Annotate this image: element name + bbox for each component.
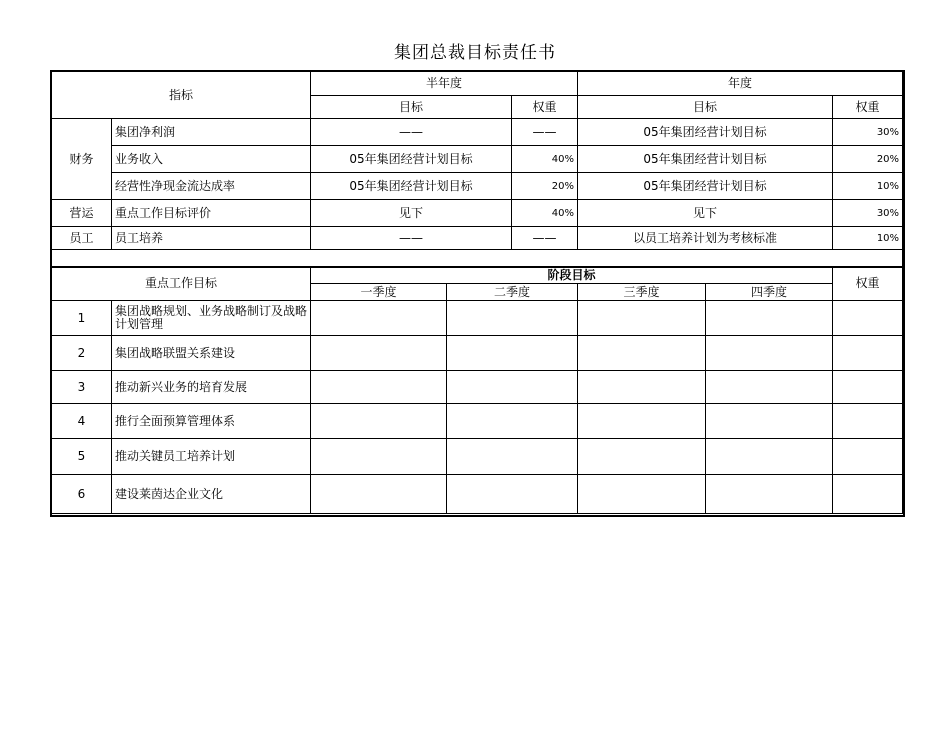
q2-cell [447,439,578,475]
spacer-row [52,250,903,268]
half-target: 见下 [311,200,512,227]
q2-cell [447,404,578,439]
half-target: —— [311,227,512,250]
stage-target-header: 阶段目标 [311,267,833,284]
half-year-header: 半年度 [311,72,578,96]
key-task: 集团战略联盟关系建设 [112,336,311,371]
half-weight: —— [512,119,578,146]
weight-cell [833,404,903,439]
q1-cell [311,371,447,404]
year-target-header: 目标 [578,96,833,119]
table-row [52,371,903,404]
q2-cell [447,475,578,514]
year-weight-header: 权重 [833,96,903,119]
row-number: 6 [52,475,112,514]
q3-cell [578,371,706,404]
row-number: 4 [52,404,112,439]
year-target: 05年集团经营计划目标 [578,119,833,146]
q2-cell [447,336,578,371]
key-work-table [51,266,903,514]
row-number: 1 [52,301,112,336]
q4-cell [706,475,833,514]
year-header: 年度 [578,72,903,96]
year-weight: 10% [833,173,903,200]
q3-cell [578,336,706,371]
q4-cell [706,371,833,404]
half-target: 05年集团经营计划目标 [311,146,512,173]
row-number: 5 [52,439,112,475]
row-number: 2 [52,336,112,371]
half-weight: 40% [512,200,578,227]
key-weight-header: 权重 [833,267,903,301]
q4-cell [706,336,833,371]
table-row [52,301,903,336]
key-task: 集团战略规划、业务战略制订及战略计划管理 [112,301,311,336]
table-row [52,173,903,200]
q1-cell [311,404,447,439]
weight-cell [833,301,903,336]
quarter-1-header: 一季度 [311,284,447,301]
year-weight: 10% [833,227,903,250]
q2-cell [447,371,578,404]
q3-cell [578,439,706,475]
weight-cell [833,336,903,371]
indicator-item: 员工培养 [112,227,311,250]
key-task: 建设莱茵达企业文化 [112,475,311,514]
q3-cell [578,301,706,336]
q3-cell [578,475,706,514]
table-row [52,200,903,227]
quarter-4-header: 四季度 [706,284,833,301]
q2-cell [447,301,578,336]
weight-cell [833,475,903,514]
q1-cell [311,475,447,514]
table-row [52,336,903,371]
key-task: 推行全面预算管理体系 [112,404,311,439]
year-target: 以员工培养计划为考核标准 [578,227,833,250]
year-weight: 30% [833,119,903,146]
table-row [52,119,903,146]
half-weight-header: 权重 [512,96,578,119]
table-row [52,439,903,475]
category-staff: 员工 [52,227,112,250]
q4-cell [706,301,833,336]
indicator-item: 重点工作目标评价 [112,200,311,227]
table-row [52,146,903,173]
half-weight: 40% [512,146,578,173]
half-weight: —— [512,227,578,250]
key-task: 推动关键员工培养计划 [112,439,311,475]
year-weight: 20% [833,146,903,173]
indicator-item: 集团净利润 [112,119,311,146]
weight-cell [833,371,903,404]
weight-cell [833,439,903,475]
category-finance: 财务 [52,119,112,200]
q1-cell [311,301,447,336]
spacer-cell [52,250,903,268]
year-target: 见下 [578,200,833,227]
half-target-header: 目标 [311,96,512,119]
half-target: 05年集团经营计划目标 [311,173,512,200]
q3-cell [578,404,706,439]
indicator-header: 指标 [52,72,311,119]
quarter-2-header: 二季度 [447,284,578,301]
year-target: 05年集团经营计划目标 [578,146,833,173]
table-row [52,227,903,250]
quarter-3-header: 三季度 [578,284,706,301]
page-title: 集团总裁目标责任书 [394,43,556,63]
key-work-header: 重点工作目标 [52,267,311,301]
table-row [52,404,903,439]
key-task: 推动新兴业务的培育发展 [112,371,311,404]
q4-cell [706,439,833,475]
half-weight: 20% [512,173,578,200]
indicator-item: 业务收入 [112,146,311,173]
q1-cell [311,439,447,475]
row-number: 3 [52,371,112,404]
q4-cell [706,404,833,439]
year-target: 05年集团经营计划目标 [578,173,833,200]
indicator-table [51,71,903,268]
year-weight: 30% [833,200,903,227]
q1-cell [311,336,447,371]
table-row [52,475,903,514]
category-operations: 营运 [52,200,112,227]
half-target: —— [311,119,512,146]
indicator-item: 经营性净现金流达成率 [112,173,311,200]
